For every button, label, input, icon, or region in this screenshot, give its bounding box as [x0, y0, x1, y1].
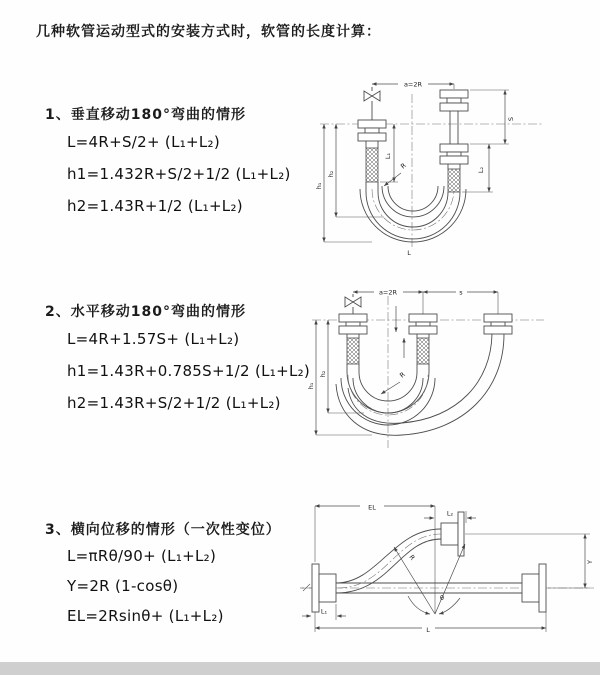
formula-line: L=πRθ/90+ (L₁+L₂)	[67, 547, 217, 565]
diagram-vertical-180-bend	[312, 74, 552, 259]
formula-line: L=4R+1.57S+ (L₁+L₂)	[67, 330, 240, 348]
dim-label-l1: L₁	[384, 152, 392, 160]
valve-icon	[345, 294, 361, 314]
formula-line: h2=1.43R+1/2 (L₁+L₂)	[67, 197, 243, 215]
left-flange-connector	[358, 120, 386, 192]
formula-line: L=4R+S/2+ (L₁+L₂)	[67, 133, 221, 151]
upper-flange	[441, 509, 464, 556]
page-title: 几种软管运动型式的安装方式时，软管的长度计算：	[36, 24, 381, 40]
dim-label-l2: L₂	[446, 509, 454, 518]
section-3	[45, 519, 281, 631]
valve-icon	[364, 87, 380, 120]
dim-label-y: Y	[586, 560, 594, 564]
radius-label: R	[398, 370, 407, 380]
angle-label: θ	[440, 594, 444, 602]
dim-label-s: s	[459, 288, 463, 297]
right-flange-connector	[440, 90, 468, 192]
section-1	[45, 104, 291, 222]
diagram-lateral-displacement	[298, 496, 598, 646]
right-flange	[522, 564, 546, 612]
section-1-heading: 1、垂直移动180°弯曲的情形	[45, 107, 246, 123]
length-label: L	[426, 626, 430, 634]
length-label: L	[407, 249, 411, 257]
dim-label-h1: h₁	[315, 182, 323, 190]
dim-label-s: S	[507, 116, 515, 122]
middle-flange-connector	[409, 314, 437, 372]
formula-line: h1=1.43R+0.785S+1/2 (L₁+L₂)	[67, 362, 311, 380]
section-2-heading: 2、水平移动180°弯曲的情形	[45, 304, 246, 320]
page-footer-strip	[0, 662, 600, 675]
dim-label-h2: h₂	[319, 370, 327, 378]
dim-label-h1: h₁	[307, 382, 315, 390]
left-flange-connector	[339, 314, 367, 372]
dim-label-a2r: a=2R	[378, 288, 398, 297]
dim-label-l2: L₂	[477, 166, 485, 174]
radius-label: R	[399, 161, 408, 171]
section-2	[45, 301, 310, 419]
formula-line: h1=1.432R+S/2+1/2 (L₁+L₂)	[67, 165, 291, 183]
left-flange	[312, 564, 336, 612]
dim-label-a2r: a=2R	[403, 80, 423, 89]
hose-u-bend	[360, 186, 466, 242]
formula-line: h2=1.43R+S/2+1/2 (L₁+L₂)	[67, 394, 281, 412]
formula-line: EL=2Rsinθ+ (L₁+L₂)	[67, 607, 224, 625]
dim-label-l1: L₁	[320, 607, 328, 616]
diagram-horizontal-180-bend	[306, 282, 551, 462]
section-3-heading: 3、横向位移的情形（一次性变位）	[45, 522, 281, 538]
formula-line: Y=2R (1-cosθ)	[67, 577, 179, 595]
right-flange-connector	[484, 314, 512, 334]
radius-label: R	[407, 553, 417, 562]
dim-label-el: EL	[368, 503, 376, 512]
dim-label-h2: h₂	[327, 170, 335, 178]
